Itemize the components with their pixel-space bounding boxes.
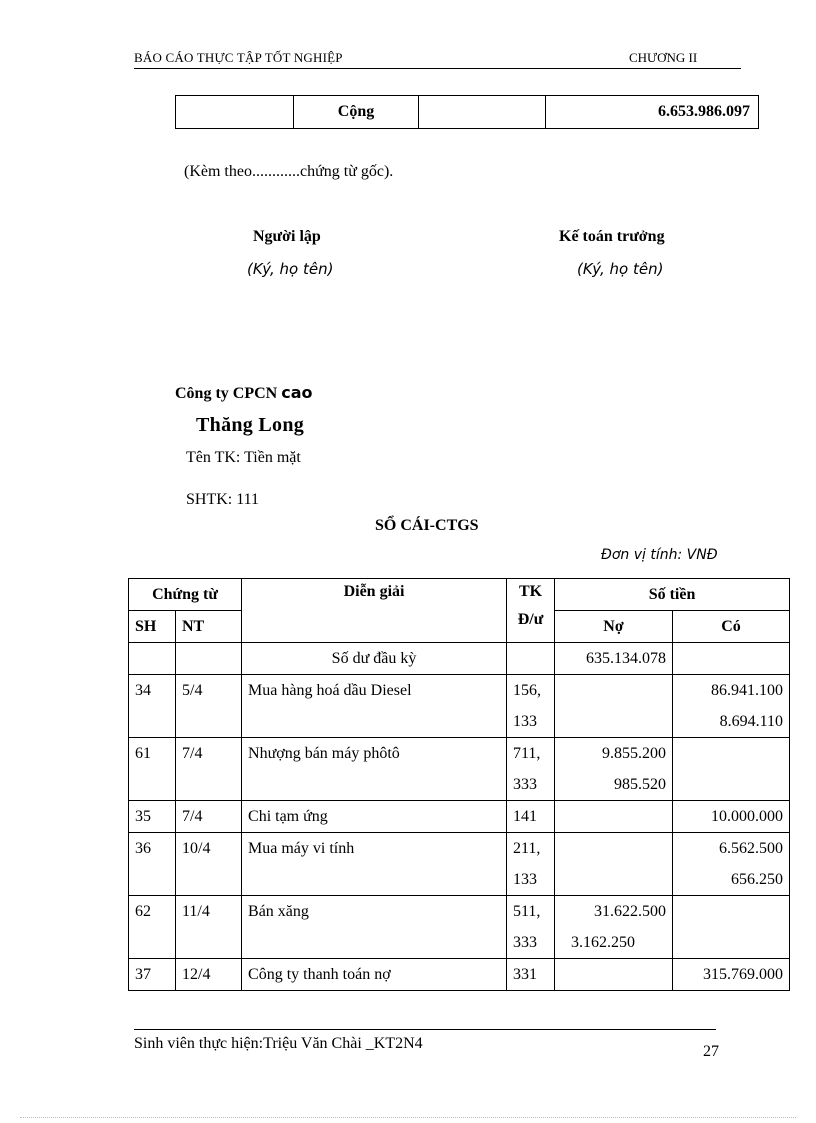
header-nt: NT bbox=[176, 611, 242, 643]
header-title: BÁO CÁO THỰC TẬP TỐT NGHIỆP bbox=[134, 50, 343, 65]
signature-chief-accountant bbox=[559, 228, 665, 246]
page-edge bbox=[20, 1117, 796, 1118]
header-so-tien: Số tiền bbox=[555, 579, 790, 611]
no-line bbox=[561, 833, 666, 864]
tk-line: 156, bbox=[513, 682, 542, 699]
total-amount: 6.653.986.097 bbox=[546, 96, 759, 129]
footer-divider bbox=[134, 1029, 716, 1030]
ledger-table bbox=[128, 578, 790, 991]
no-line: 985.520 bbox=[614, 776, 667, 793]
cell-no bbox=[555, 833, 673, 896]
signature-title: Kế toán trưởng bbox=[559, 228, 665, 245]
page-number: 27 bbox=[703, 1043, 719, 1060]
cell-co bbox=[673, 675, 790, 738]
cell-no bbox=[555, 896, 673, 959]
cell bbox=[673, 643, 790, 675]
signature-preparer bbox=[253, 228, 321, 246]
header-chapter: CHƯƠNG II bbox=[629, 50, 698, 65]
cell-sh: 35 bbox=[129, 801, 176, 833]
tk-line: 133 bbox=[513, 871, 538, 888]
signature-sub: (Ký, họ tên) bbox=[247, 260, 334, 278]
cell-tk: 331 bbox=[507, 959, 555, 991]
co-line bbox=[679, 896, 783, 927]
opening-no: 635.134.078 bbox=[555, 643, 673, 675]
header-dien-giai: Diễn giải bbox=[242, 579, 507, 643]
co-line: 656.250 bbox=[731, 871, 784, 888]
total-empty-2 bbox=[419, 96, 546, 129]
table-row bbox=[129, 833, 790, 896]
total-label: Cộng bbox=[294, 96, 419, 129]
cell-co bbox=[673, 896, 790, 959]
cell-no bbox=[555, 675, 673, 738]
no-line bbox=[561, 864, 666, 895]
cell-no bbox=[555, 738, 673, 801]
company-name-line1 bbox=[175, 383, 313, 403]
company-name-a: Công ty CPCN bbox=[175, 385, 278, 402]
table-row-opening bbox=[129, 643, 790, 675]
currency-unit: Đơn vị tính: VNĐ bbox=[601, 547, 718, 563]
cell-nt: 5/4 bbox=[176, 675, 242, 738]
co-line: 86.941.100 bbox=[711, 682, 784, 699]
header-chung-tu: Chứng từ bbox=[129, 579, 242, 611]
table-row bbox=[129, 959, 790, 991]
cell-sh: 62 bbox=[129, 896, 176, 959]
header-tk-line2: Đ/ư bbox=[517, 611, 544, 628]
cell-nt: 12/4 bbox=[176, 959, 242, 991]
co-line bbox=[679, 738, 783, 769]
no-line: 9.855.200 bbox=[602, 745, 667, 762]
cell-nt: 7/4 bbox=[176, 738, 242, 801]
footer-student: Sinh viên thực hiện:Triệu Văn Chài _KT2N4 bbox=[134, 1035, 423, 1052]
header-co: Có bbox=[673, 611, 790, 643]
header-no: Nợ bbox=[555, 611, 673, 643]
cell-desc: Mua máy vi tính bbox=[242, 833, 507, 896]
tk-line: 133 bbox=[513, 713, 538, 730]
tk-line: 333 bbox=[513, 934, 538, 951]
signature-title: Người lập bbox=[253, 228, 321, 245]
co-line: 6.562.500 bbox=[719, 840, 784, 857]
cell-sh: 34 bbox=[129, 675, 176, 738]
no-line: 31.622.500 bbox=[594, 903, 667, 920]
no-line: 3.162.250 bbox=[571, 934, 636, 951]
cell-desc: Mua hàng hoá dầu Diesel bbox=[242, 675, 507, 738]
cell bbox=[129, 643, 176, 675]
company-name-line2: Thăng Long bbox=[196, 414, 305, 436]
cell-tk bbox=[507, 675, 555, 738]
cell-no bbox=[555, 801, 673, 833]
header-sh: SH bbox=[129, 611, 176, 643]
cell-tk bbox=[507, 896, 555, 959]
table-row bbox=[129, 738, 790, 801]
cell-tk: 141 bbox=[507, 801, 555, 833]
header-divider bbox=[134, 68, 741, 69]
company-name-b: cao bbox=[281, 383, 313, 402]
cell-desc: Công ty thanh toán nợ bbox=[242, 959, 507, 991]
signature-sub: (Ký, họ tên) bbox=[577, 260, 664, 278]
cell-desc: Nhượng bán máy phôtô bbox=[242, 738, 507, 801]
cell-sh: 36 bbox=[129, 833, 176, 896]
cell-nt: 10/4 bbox=[176, 833, 242, 896]
table-row bbox=[129, 896, 790, 959]
table-row bbox=[129, 675, 790, 738]
table-row bbox=[129, 801, 790, 833]
cell-sh: 37 bbox=[129, 959, 176, 991]
tk-line: 711, bbox=[513, 745, 541, 762]
cell-desc: Chi tạm ứng bbox=[242, 801, 507, 833]
co-line bbox=[679, 927, 783, 958]
cell-co: 10.000.000 bbox=[673, 801, 790, 833]
cell bbox=[176, 643, 242, 675]
cell-co: 315.769.000 bbox=[673, 959, 790, 991]
no-line bbox=[561, 675, 666, 706]
cell-nt: 11/4 bbox=[176, 896, 242, 959]
cell bbox=[507, 643, 555, 675]
co-line bbox=[679, 769, 783, 800]
account-name: Tên TK: Tiền mặt bbox=[186, 449, 301, 466]
cell-no bbox=[555, 959, 673, 991]
cell-co bbox=[673, 833, 790, 896]
co-line: 8.694.110 bbox=[719, 713, 784, 730]
cell-nt: 7/4 bbox=[176, 801, 242, 833]
cell-desc: Bán xăng bbox=[242, 896, 507, 959]
tk-line: 511, bbox=[513, 903, 541, 920]
cell-sh: 61 bbox=[129, 738, 176, 801]
header-tk-line1: TK bbox=[518, 583, 543, 600]
account-number: SHTK: 111 bbox=[186, 491, 260, 508]
no-line bbox=[561, 706, 666, 737]
attachment-note: (Kèm theo............chứng từ gốc). bbox=[184, 163, 394, 180]
total-empty-1 bbox=[176, 96, 294, 129]
opening-desc: Số dư đầu kỳ bbox=[242, 643, 507, 675]
header-tk bbox=[507, 579, 555, 643]
tk-line: 333 bbox=[513, 776, 538, 793]
tk-line: 211, bbox=[513, 840, 541, 857]
cell-tk bbox=[507, 738, 555, 801]
total-table bbox=[175, 95, 759, 129]
ledger-title: SỔ CÁI-CTGS bbox=[375, 517, 479, 534]
cell-tk bbox=[507, 833, 555, 896]
cell-co bbox=[673, 738, 790, 801]
